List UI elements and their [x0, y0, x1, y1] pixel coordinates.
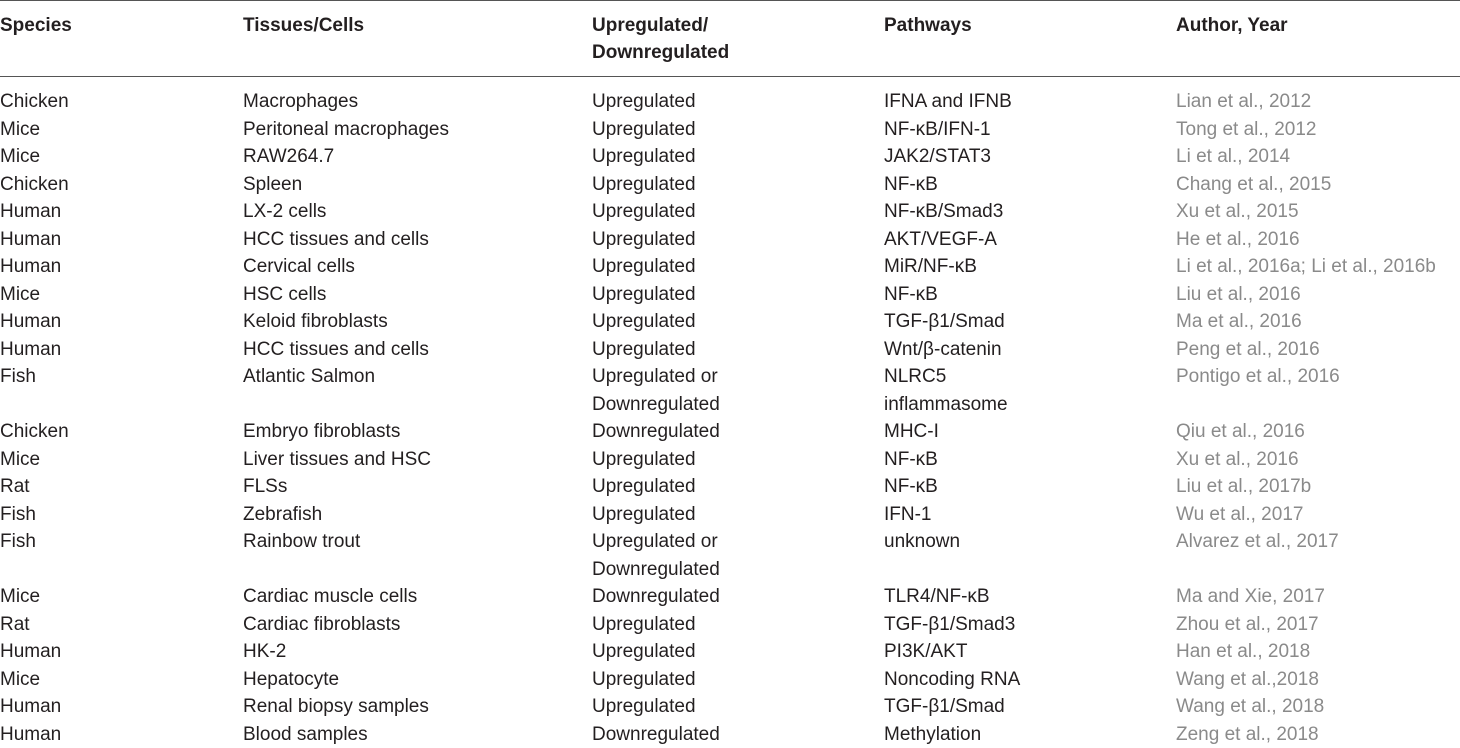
cell-regulation [592, 281, 696, 309]
cell-regulation [592, 226, 696, 254]
cell-regulation [592, 308, 696, 336]
cell-pathway [884, 693, 1005, 721]
cell-regulation [592, 638, 696, 666]
cell-pathway-line: NLRC5 [884, 363, 1008, 391]
cell-pathway-line: NF-κB [884, 281, 938, 309]
cell-author-link[interactable]: Tong et al., 2012 [1176, 116, 1317, 144]
cell-pathway [884, 363, 1008, 418]
cell-pathway-line: NF-κB [884, 171, 938, 199]
cell-regulation-line: Upregulated [592, 501, 696, 529]
cell-pathway-line: IFNA and IFNB [884, 88, 1012, 116]
cell-regulation-line: Upregulated [592, 281, 696, 309]
cell-pathway [884, 583, 990, 611]
cell-regulation-line: Upregulated [592, 446, 696, 474]
cell-regulation [592, 528, 720, 583]
cell-author-link[interactable]: Zhou et al., 2017 [1176, 611, 1319, 639]
cell-species: Rat [0, 473, 30, 501]
table-row [0, 336, 1460, 364]
cell-author-link[interactable]: Alvarez et al., 2017 [1176, 528, 1339, 556]
cell-species: Chicken [0, 88, 69, 116]
cell-tissue: Atlantic Salmon [243, 363, 375, 391]
cell-pathway [884, 308, 1005, 336]
cell-regulation [592, 363, 720, 418]
cell-species: Fish [0, 501, 36, 529]
cell-pathway-line: PI3K/AKT [884, 638, 967, 666]
cell-author-link[interactable]: Chang et al., 2015 [1176, 171, 1331, 199]
table-row [0, 171, 1460, 199]
cell-tissue: Renal biopsy samples [243, 693, 429, 721]
header-pathways: Pathways [884, 12, 972, 39]
cell-author-link[interactable]: Han et al., 2018 [1176, 638, 1310, 666]
table-row [0, 446, 1460, 474]
cell-pathway-line: Noncoding RNA [884, 666, 1020, 694]
cell-species: Chicken [0, 171, 69, 199]
cell-pathway [884, 473, 938, 501]
cell-pathway-line: AKT/VEGF-A [884, 226, 997, 254]
cell-species: Mice [0, 281, 40, 309]
cell-tissue: RAW264.7 [243, 143, 334, 171]
cell-regulation-line: Upregulated [592, 611, 696, 639]
cell-species: Human [0, 336, 61, 364]
header-species: Species [0, 12, 72, 39]
cell-regulation-line: Downregulated [592, 391, 720, 419]
table-row [0, 253, 1460, 281]
cell-species: Human [0, 253, 61, 281]
cell-pathway-line: MiR/NF-κB [884, 253, 977, 281]
cell-tissue: FLSs [243, 473, 287, 501]
cell-pathway-line: JAK2/STAT3 [884, 143, 991, 171]
cell-pathway-line: unknown [884, 528, 960, 556]
cell-author-link[interactable]: Ma and Xie, 2017 [1176, 583, 1325, 611]
header-author: Author, Year [1176, 12, 1288, 39]
cell-pathway [884, 281, 938, 309]
cell-author-link[interactable]: Xu et al., 2016 [1176, 446, 1299, 474]
table-header [0, 12, 1460, 68]
cell-species: Human [0, 721, 61, 748]
cell-regulation [592, 446, 696, 474]
cell-species: Mice [0, 446, 40, 474]
cell-regulation-line: Downregulated [592, 556, 720, 584]
cell-tissue: HCC tissues and cells [243, 336, 429, 364]
cell-regulation-line: Upregulated [592, 693, 696, 721]
cell-pathway [884, 611, 1015, 639]
cell-regulation [592, 693, 696, 721]
cell-regulation-line: Upregulated [592, 638, 696, 666]
cell-pathway [884, 336, 1002, 364]
table-row [0, 583, 1460, 611]
cell-regulation [592, 253, 696, 281]
cell-pathway-line: NF-κB [884, 446, 938, 474]
cell-author-link[interactable]: Li et al., 2014 [1176, 143, 1290, 171]
table-row [0, 528, 1460, 583]
table-row [0, 611, 1460, 639]
table-row [0, 143, 1460, 171]
table-row [0, 638, 1460, 666]
cell-tissue: Embryo fibroblasts [243, 418, 400, 446]
cell-regulation [592, 501, 696, 529]
cell-tissue: Blood samples [243, 721, 368, 748]
table-row [0, 418, 1460, 446]
cell-author-link[interactable]: Peng et al., 2016 [1176, 336, 1320, 364]
cell-pathway [884, 638, 967, 666]
cell-regulation-line: Upregulated [592, 473, 696, 501]
cell-regulation [592, 336, 696, 364]
cell-author-link[interactable]: Lian et al., 2012 [1176, 88, 1311, 116]
table-row [0, 363, 1460, 418]
cell-regulation-line: Upregulated or [592, 363, 720, 391]
cell-species: Chicken [0, 418, 69, 446]
cell-tissue: HSC cells [243, 281, 326, 309]
cell-tissue: Macrophages [243, 88, 358, 116]
cell-species: Mice [0, 143, 40, 171]
cell-regulation-line: Upregulated [592, 88, 696, 116]
cell-pathway [884, 198, 1003, 226]
cell-pathway [884, 226, 997, 254]
cell-regulation [592, 171, 696, 199]
cell-pathway-line: TGF-β1/Smad [884, 693, 1005, 721]
cell-pathway-line: NF-κB [884, 473, 938, 501]
cell-regulation-line: Upregulated [592, 666, 696, 694]
cell-pathway-line: TLR4/NF-κB [884, 583, 990, 611]
cell-pathway [884, 418, 939, 446]
cell-regulation [592, 583, 720, 611]
cell-author-link[interactable]: Wang et al.,2018 [1176, 666, 1319, 694]
cell-tissue: Cervical cells [243, 253, 355, 281]
table-row [0, 693, 1460, 721]
cell-regulation [592, 418, 720, 446]
cell-tissue: Keloid fibroblasts [243, 308, 388, 336]
table-row [0, 226, 1460, 254]
cell-regulation [592, 88, 696, 116]
cell-author-link[interactable]: Pontigo et al., 2016 [1176, 363, 1340, 391]
cell-regulation-line: Downregulated [592, 583, 720, 611]
table-row [0, 473, 1460, 501]
header-regulation [592, 12, 729, 66]
cell-tissue: Peritoneal macrophages [243, 116, 449, 144]
cell-tissue: Spleen [243, 171, 302, 199]
cell-regulation [592, 666, 696, 694]
cell-regulation [592, 721, 720, 748]
cell-author-link[interactable]: Zeng et al., 2018 [1176, 721, 1319, 748]
cell-pathway-line: Methylation [884, 721, 981, 748]
cell-pathway-line: NF-κB/IFN-1 [884, 116, 991, 144]
cell-author-link[interactable]: Liu et al., 2017b [1176, 473, 1311, 501]
cell-tissue: Hepatocyte [243, 666, 339, 694]
cell-pathway [884, 528, 960, 556]
cell-tissue: HK-2 [243, 638, 286, 666]
cell-species: Mice [0, 583, 40, 611]
table-row [0, 308, 1460, 336]
cell-pathway [884, 143, 991, 171]
cell-regulation-line: Upregulated [592, 171, 696, 199]
cell-regulation-line: Downregulated [592, 721, 720, 748]
cell-regulation-line: Upregulated [592, 253, 696, 281]
cell-pathway-line: IFN-1 [884, 501, 932, 529]
cell-pathway [884, 116, 991, 144]
header-regulation-line2: Downregulated [592, 39, 729, 66]
cell-author-link[interactable]: Li et al., 2016a; Li et al., 2016b [1176, 253, 1436, 281]
cell-regulation-line: Upregulated [592, 116, 696, 144]
cell-tissue: Zebrafish [243, 501, 322, 529]
cell-author-link[interactable]: Qiu et al., 2016 [1176, 418, 1305, 446]
cell-pathway [884, 446, 938, 474]
cell-species: Mice [0, 666, 40, 694]
cell-tissue: Cardiac fibroblasts [243, 611, 400, 639]
cell-author-link[interactable]: Liu et al., 2016 [1176, 281, 1301, 309]
cell-pathway-line: inflammasome [884, 391, 1008, 419]
cell-author-link[interactable]: He et al., 2016 [1176, 226, 1300, 254]
cell-species: Human [0, 226, 61, 254]
cell-tissue: HCC tissues and cells [243, 226, 429, 254]
cell-pathway [884, 171, 938, 199]
cell-species: Human [0, 693, 61, 721]
cell-pathway [884, 721, 981, 748]
cell-regulation [592, 611, 696, 639]
table-row [0, 281, 1460, 309]
cell-regulation-line: Downregulated [592, 418, 720, 446]
cell-regulation [592, 143, 696, 171]
cell-regulation-line: Upregulated [592, 198, 696, 226]
table-body [0, 88, 1460, 748]
cell-species: Rat [0, 611, 30, 639]
cell-pathway [884, 88, 1012, 116]
cell-species: Fish [0, 528, 36, 556]
header-tissue: Tissues/Cells [243, 12, 364, 39]
cell-tissue: Cardiac muscle cells [243, 583, 417, 611]
header-rule [0, 76, 1460, 77]
top-rule [0, 0, 1460, 1]
cell-species: Mice [0, 116, 40, 144]
cell-pathway-line: NF-κB/Smad3 [884, 198, 1003, 226]
table-row [0, 666, 1460, 694]
table-row [0, 198, 1460, 226]
cell-author-link[interactable]: Xu et al., 2015 [1176, 198, 1299, 226]
cell-author-link[interactable]: Wu et al., 2017 [1176, 501, 1303, 529]
cell-tissue: LX-2 cells [243, 198, 326, 226]
cell-regulation [592, 473, 696, 501]
cell-pathway [884, 666, 1020, 694]
cell-regulation-line: Upregulated [592, 143, 696, 171]
cell-pathway-line: MHC-I [884, 418, 939, 446]
cell-regulation-line: Upregulated [592, 336, 696, 364]
cell-pathway-line: TGF-β1/Smad [884, 308, 1005, 336]
cell-regulation [592, 116, 696, 144]
cell-species: Fish [0, 363, 36, 391]
cell-pathway [884, 501, 932, 529]
cell-regulation-line: Upregulated [592, 308, 696, 336]
cell-pathway-line: Wnt/β-catenin [884, 336, 1002, 364]
cell-species: Human [0, 308, 61, 336]
table-row [0, 88, 1460, 116]
table-row [0, 501, 1460, 529]
cell-pathway-line: TGF-β1/Smad3 [884, 611, 1015, 639]
cell-regulation-line: Upregulated or [592, 528, 720, 556]
cell-tissue: Liver tissues and HSC [243, 446, 431, 474]
cell-species: Human [0, 638, 61, 666]
cell-author-link[interactable]: Ma et al., 2016 [1176, 308, 1302, 336]
cell-species: Human [0, 198, 61, 226]
header-regulation-line1: Upregulated/ [592, 12, 729, 39]
cell-pathway [884, 253, 977, 281]
cell-tissue: Rainbow trout [243, 528, 360, 556]
cell-regulation [592, 198, 696, 226]
cell-author-link[interactable]: Wang et al., 2018 [1176, 693, 1324, 721]
table-row [0, 116, 1460, 144]
table-row [0, 721, 1460, 748]
cell-regulation-line: Upregulated [592, 226, 696, 254]
